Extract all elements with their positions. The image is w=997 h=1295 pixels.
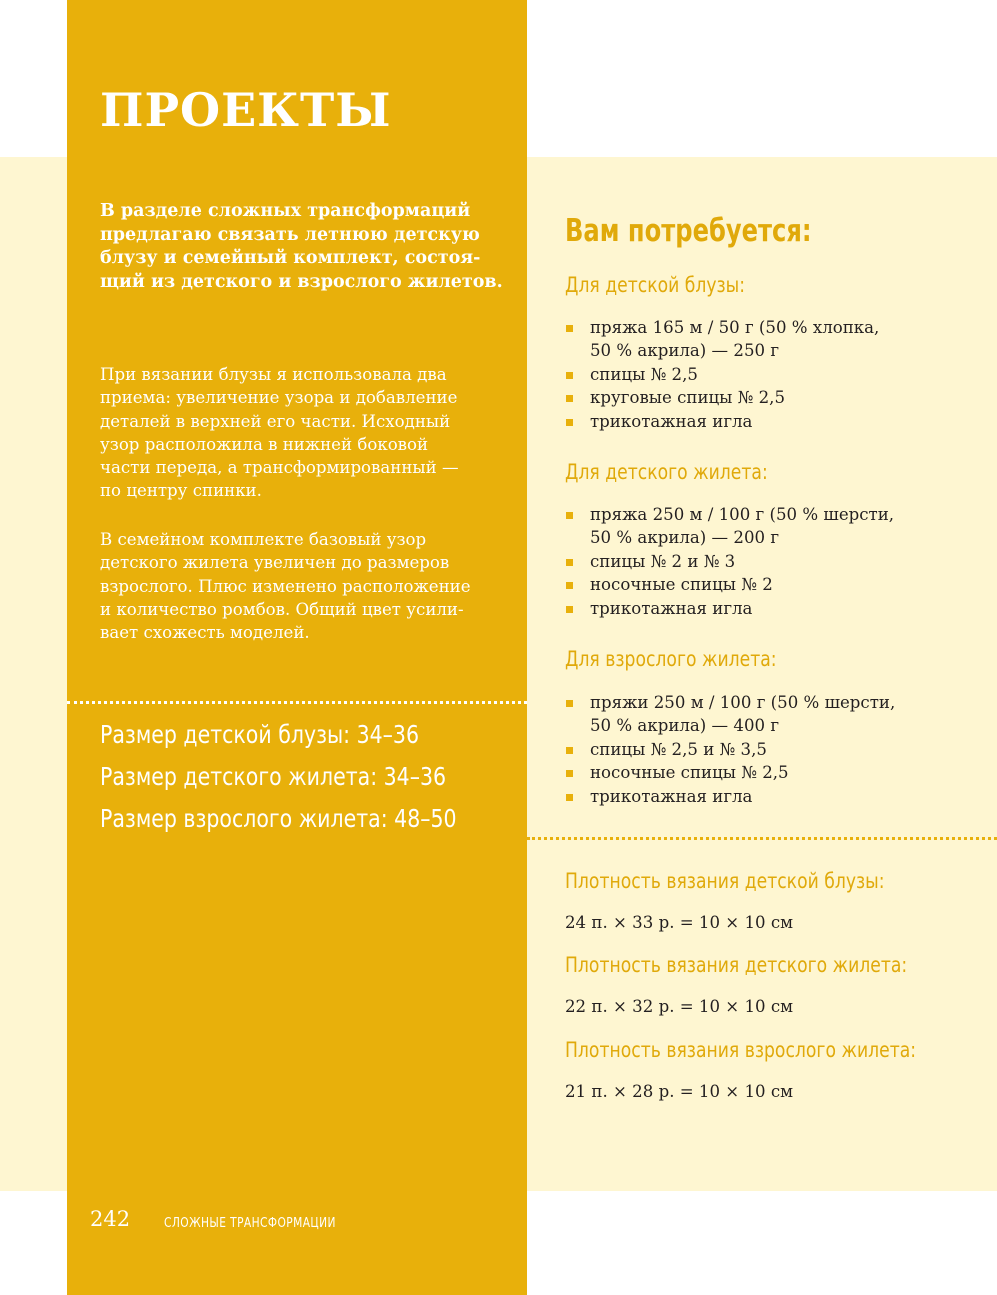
- list-item: спицы № 2,5: [565, 363, 985, 386]
- size-adult-vest: Размер взрослого жилета: 48–50: [100, 804, 457, 833]
- list-item: носочные спицы № 2: [565, 573, 985, 596]
- size-child-blouse: Размер детской блузы: 34–36: [100, 720, 420, 749]
- dotted-divider-left: [67, 701, 527, 704]
- square-bullet-icon: [566, 419, 573, 426]
- list-item: трикотажная игла: [565, 597, 985, 620]
- list-item: трикотажная игла: [565, 785, 985, 808]
- gauge-value-child-blouse: 24 п. × 33 р. = 10 × 10 см: [565, 913, 794, 932]
- list-item: трикотажная игла: [565, 410, 985, 433]
- page-number: 242: [90, 1207, 131, 1231]
- materials-list-child-vest: [565, 503, 985, 620]
- square-bullet-icon: [566, 794, 573, 801]
- square-bullet-icon: [566, 770, 573, 777]
- materials-list-adult-vest: [565, 691, 985, 808]
- materials-heading-child-blouse: Для детской блузы:: [565, 273, 746, 298]
- square-bullet-icon: [566, 582, 573, 589]
- square-bullet-icon: [566, 395, 573, 402]
- list-item: пряжа 165 м / 50 г (50 % хлопка, 50 % акрила) — 250 г: [565, 316, 985, 363]
- square-bullet-icon: [566, 512, 573, 519]
- gauge-heading-child-vest: Плотность вязания детского жилета:: [565, 953, 908, 978]
- yellow-sidebar-column: [67, 0, 527, 1295]
- family-set-paragraph: В семейном комплекте базовый узор детского жилета увеличен до размеров взрослого. Плюс изменено расположение и количество ромбов. Общий цвет усили- вает схожесть моделей.: [100, 530, 471, 643]
- square-bullet-icon: [566, 325, 573, 332]
- materials-heading-adult-vest: Для взрослого жилета:: [565, 647, 777, 672]
- gauge-heading-child-blouse: Плотность вязания детской блузы:: [565, 869, 885, 894]
- list-item: круговые спицы № 2,5: [565, 386, 985, 409]
- list-item: пряжа 250 м / 100 г (50 % шерсти, 50 % акрила) — 200 г: [565, 503, 985, 550]
- gauge-heading-adult-vest: Плотность вязания взрослого жилета:: [565, 1038, 917, 1063]
- size-list: [100, 714, 457, 840]
- square-bullet-icon: [566, 747, 573, 754]
- materials-heading-child-vest: Для детского жилета:: [565, 460, 768, 485]
- blouse-technique-paragraph: При вязании блузы я использовала два приема: увеличение узора и добавление деталей в верхней его части. Исходный узор расположила в нижней боковой части переда, а трансформированный — по центру спинки.: [100, 365, 459, 501]
- list-item: пряжи 250 м / 100 г (50 % шерсти, 50 % акрила) — 400 г: [565, 691, 985, 738]
- square-bullet-icon: [566, 559, 573, 566]
- running-head: СЛОЖНЫЕ ТРАНСФОРМАЦИИ: [164, 1216, 336, 1231]
- square-bullet-icon: [566, 700, 573, 707]
- list-item: спицы № 2,5 и № 3,5: [565, 738, 985, 761]
- square-bullet-icon: [566, 372, 573, 379]
- list-item: спицы № 2 и № 3: [565, 550, 985, 573]
- size-child-vest: Размер детского жилета: 34–36: [100, 762, 447, 791]
- list-item: носочные спицы № 2,5: [565, 761, 985, 784]
- dotted-divider-right: [527, 837, 997, 840]
- intro-paragraph: В разделе сложных трансформаций предлагаю связать летнюю детскую блузу и семейный комплект, состоя- щий из детского и взрослого жилетов.: [100, 201, 503, 292]
- page-title: ПРОЕКТЫ: [100, 83, 392, 137]
- gauge-value-child-vest: 22 п. × 32 р. = 10 × 10 см: [565, 997, 794, 1016]
- square-bullet-icon: [566, 606, 573, 613]
- gauge-value-adult-vest: 21 п. × 28 р. = 10 × 10 см: [565, 1082, 794, 1101]
- materials-list-child-blouse: [565, 316, 985, 433]
- materials-title: Вам потребуется:: [565, 213, 812, 249]
